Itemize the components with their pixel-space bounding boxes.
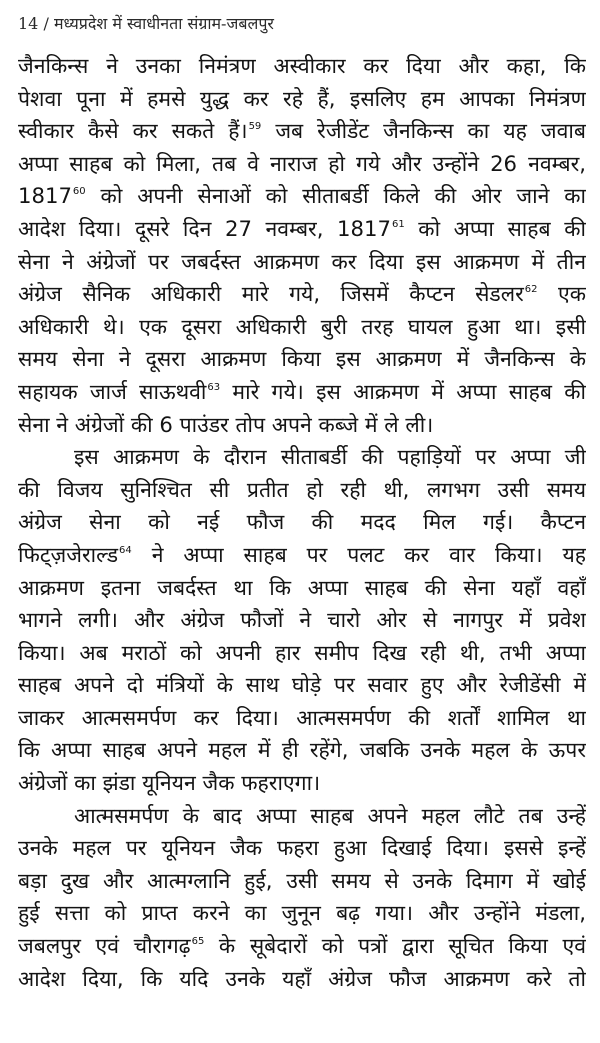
line-text-continued: को अप्पा साहब की [404,215,586,241]
text-line [18,376,586,409]
line-text: अंग्रेज सैनिक अधिकारी मारे गये, जिसमें कैप्टन सेडलर [18,281,524,307]
text-line [18,343,586,376]
text-line [18,278,586,311]
line-text: जाकर आत्मसमर्पण कर दिया। आत्मसमर्पण की शर्तों शामिल था [18,704,586,730]
book-title: मध्यप्रदेश में स्वाधीनता संग्राम-जबलपुर [53,14,274,33]
line-text: सेना ने अंग्रेजों पर जबर्दस्त आक्रमण कर दिया इस आक्रमण में तीन [18,248,586,274]
text-line [18,213,586,246]
text-line [18,930,586,963]
text-line [18,474,586,507]
line-text: हुई सत्ता को प्राप्त करने का जुनून बढ़ गया। और उन्होंने मंडला, [18,900,586,926]
header-separator: / [43,14,49,33]
line-text: अंग्रेजों का झंडा यूनियन जैक फहराएगा। [18,770,321,796]
line-text: आदेश दिया, कि यदि उनके यहाँ अंग्रेज फौज आक्रमण करे तो [18,965,586,991]
line-text: आदेश दिया। दूसरे दिन 27 नवम्बर, 1817 [18,215,391,241]
footnote-marker: 65 [191,936,205,948]
line-text: स्वीकार कैसे कर सकते हैं। [18,118,248,144]
line-text-continued: मारे गये। इस आक्रमण में अप्पा साहब की [220,378,586,404]
text-line [18,832,586,865]
line-text: सहायक जार्ज साऊथवी [18,378,207,404]
footnote-marker: 63 [207,381,221,393]
line-text: की विजय सुनिश्चित सी प्रतीत हो रही थी, लगभग उसी समय [18,476,586,502]
line-text-continued: को अपनी सेनाओं को सीताबर्डी किले की ओर जाने का [85,183,586,209]
footnote-marker: 62 [524,284,538,296]
line-text: कि अप्पा साहब अपने महल में ही रहेंगे, जबकि उनके महल के ऊपर [18,737,586,763]
text-line [18,148,586,181]
line-text: उनके महल पर यूनियन जैक फहरा हुआ दिखाई दिया। इससे इन्हें [18,835,586,861]
line-text: पेशवा पूना में हमसे युद्ध कर रहे हैं, इसलिए हम आपका निमंत्रण [18,85,586,111]
text-line [18,734,586,767]
text-line [18,311,586,344]
text-line [18,669,586,702]
text-line [18,767,586,800]
line-text: 1817 [18,183,72,209]
text-line [18,702,586,735]
line-text: आत्मसमर्पण के बाद अप्पा साहब अपने महल लौटे तब उन्हें [74,802,586,828]
text-line [18,897,586,930]
line-text: समय सेना ने दूसरा आक्रमण किया इस आक्रमण में जैनकिन्स के [18,346,586,372]
line-text: साहब अपने दो मंत्रियों के साथ घोड़े पर सवार हुए और रेजीडेंसी में [18,672,586,698]
line-text: भागने लगी। और अंग्रेज फौजों ने चारो ओर से नागपुर में प्रवेश [18,607,586,633]
footnote-marker: 64 [119,544,132,556]
text-line [18,180,586,213]
text-line [18,963,586,996]
text-line [18,115,586,148]
line-text: जैनकिन्स ने उनका निमंत्रण अस्वीकार कर दिया और कहा, कि [18,53,586,78]
line-text-continued: जब रेजीडेंट जैनकिन्स का यह जवाब [261,118,586,144]
line-text: अंग्रेज सेना को नई फौज की मदद मिल गई। कैप्टन [18,509,586,535]
line-text: जबलपुर एवं चौरागढ़ [18,933,191,959]
line-text-continued: एक [537,281,586,307]
line-text-continued: ने अप्पा साहब पर पलट कर वार किया। यह [131,541,586,567]
text-line [18,572,586,605]
text-line [18,800,586,833]
text-line [18,604,586,637]
page-number: 14 [18,14,39,33]
line-text: फिट्ज़जेराल्ड [18,541,119,567]
line-text: अधिकारी थे। एक दूसरा अधिकारी बुरी तरह घायल हुआ था। इसी [18,313,586,339]
running-head [18,14,586,34]
line-text: किया। अब मराठों को अपनी हार समीप दिख रही थी, तभी अप्पा [18,639,586,665]
footnote-marker: 61 [391,218,405,230]
text-line [18,50,586,83]
line-text: इस आक्रमण के दौरान सीताबर्डी की पहाड़ियों पर अप्पा जी [74,444,586,470]
text-line [18,246,586,279]
text-line [18,539,586,572]
text-line [18,83,586,116]
line-text: आक्रमण इतना जबर्दस्त था कि अप्पा साहब की सेना यहाँ वहाँ [18,574,586,600]
text-line [18,865,586,898]
line-text: अप्पा साहब को मिला, तब वे नाराज हो गये और उन्होंने 26 नवम्बर, [18,150,586,176]
line-text-continued: के सूबेदारों को पत्रों द्वारा सूचित किया एवं [204,933,586,959]
line-text: सेना ने अंग्रेजों की 6 पाउंडर तोप अपने कब्जे में ले ली। [18,411,434,437]
footnote-marker: 59 [248,121,262,133]
body-text [18,50,586,995]
text-line [18,409,586,442]
footnote-marker: 60 [72,186,86,198]
text-line [18,637,586,670]
text-line [18,506,586,539]
line-text: बड़ा दुख और आत्मग्लानि हुई, उसी समय से उनके दिमाग में खोई [18,867,586,893]
text-line [18,441,586,474]
